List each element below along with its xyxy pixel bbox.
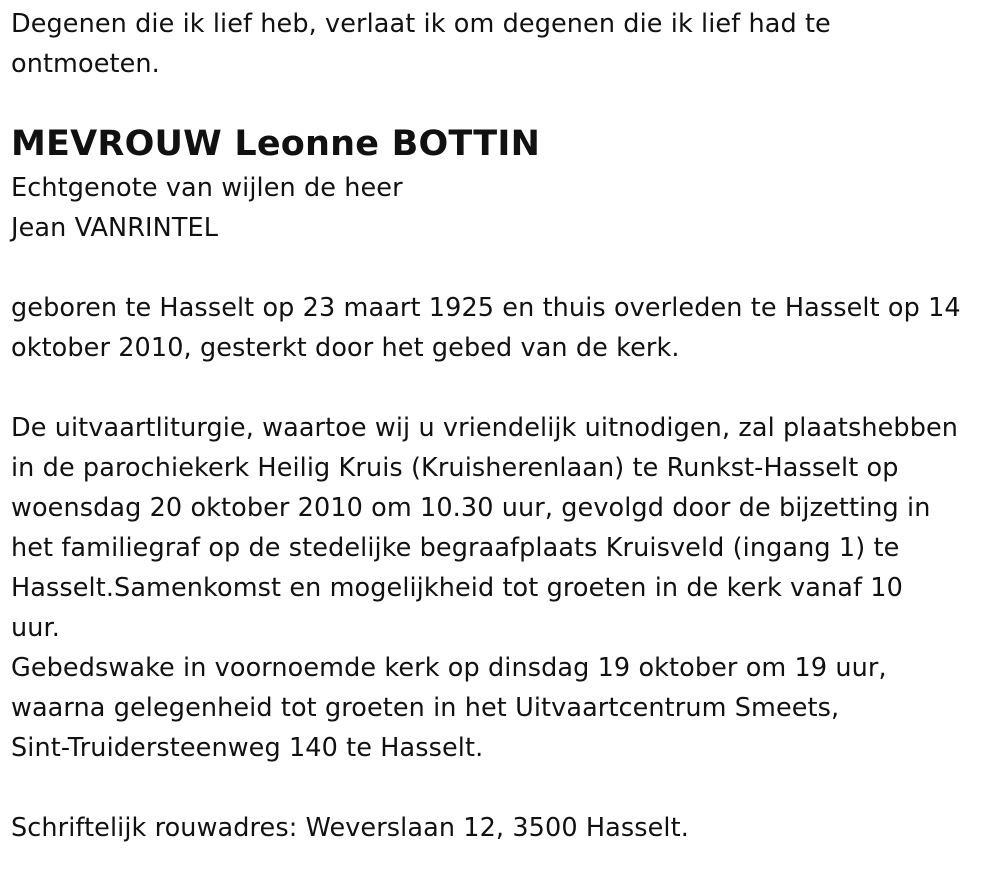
- paragraph-line: Hasselt.Samenkomst en mogelijkheid tot groeten in de kerk vanaf 10: [11, 573, 903, 603]
- paragraph-line: Gebedswake in voornoemde kerk op dinsdag 19 oktober om 19 uur,: [11, 653, 887, 683]
- paragraph-line: waarna gelegenheid tot groeten in het Uitvaartcentrum Smeets,: [11, 693, 840, 723]
- funeral-paragraph: [11, 408, 992, 768]
- mourning-address: [11, 808, 992, 848]
- spouse-info: [11, 168, 992, 248]
- quote-line: ontmoeten.: [11, 49, 160, 79]
- spouse-relation: Echtgenote van wijlen de heer: [11, 173, 403, 203]
- paragraph-line: oktober 2010, gesterkt door het gebed van de kerk.: [11, 333, 680, 363]
- opening-quote: [11, 4, 992, 84]
- deceased-name: MEVROUW Leonne BOTTIN: [11, 124, 541, 164]
- paragraph-line: geboren te Hasselt op 23 maart 1925 en thuis overleden te Hasselt op 14: [11, 293, 961, 323]
- paragraph-line: in de parochiekerk Heilig Kruis (Kruisherenlaan) te Runkst-Hasselt op: [11, 453, 899, 483]
- paragraph-line: het familiegraf op de stedelijke begraafplaats Kruisveld (ingang 1) te: [11, 533, 900, 563]
- birth-death-paragraph: [11, 288, 992, 368]
- paragraph-line: De uitvaartliturgie, waartoe wij u vriendelijk uitnodigen, zal plaatshebben: [11, 413, 959, 443]
- paragraph-line: Sint-Truidersteenweg 140 te Hasselt.: [11, 733, 484, 763]
- paragraph-line: woensdag 20 oktober 2010 om 10.30 uur, gevolgd door de bijzetting in: [11, 493, 931, 523]
- spouse-name: Jean VANRINTEL: [11, 213, 219, 243]
- paragraph-line: uur.: [11, 613, 60, 643]
- address-line: Schriftelijk rouwadres: Weverslaan 12, 3500 Hasselt.: [11, 813, 689, 843]
- quote-line: Degenen die ik lief heb, verlaat ik om degenen die ik lief had te: [11, 9, 831, 39]
